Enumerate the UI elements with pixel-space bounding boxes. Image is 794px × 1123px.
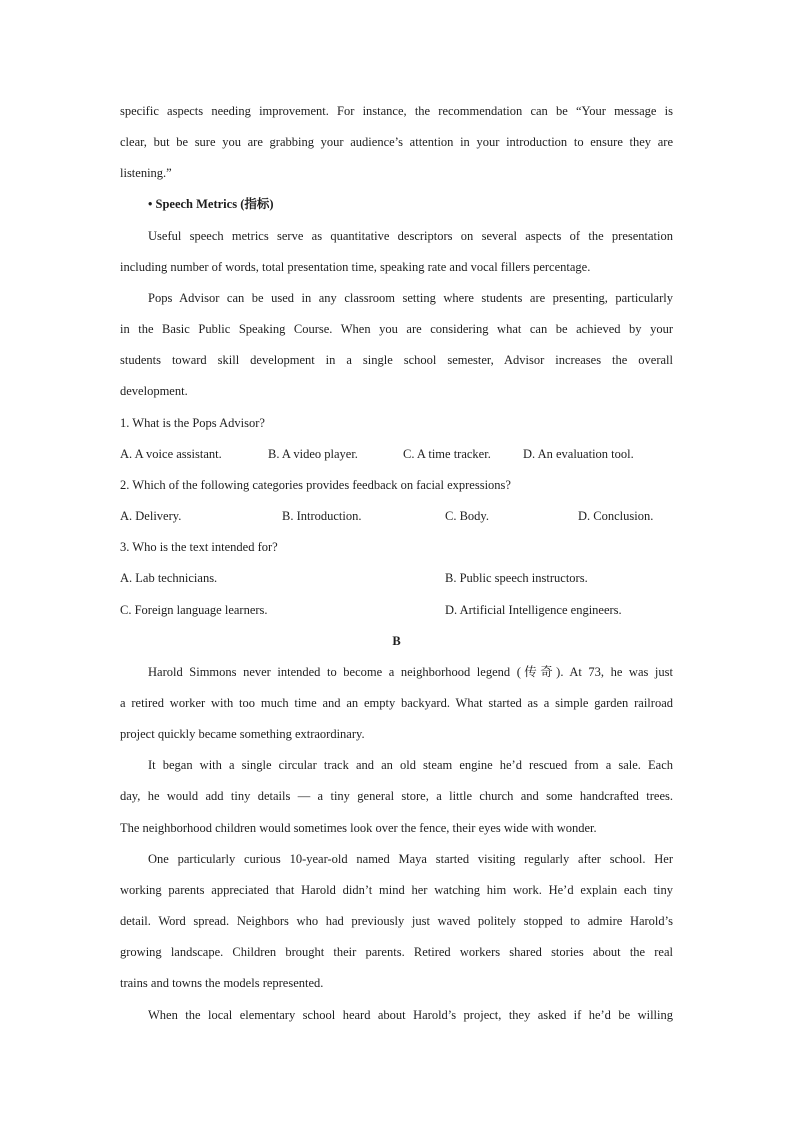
question-3 bbox=[120, 532, 673, 625]
question-1 bbox=[120, 408, 673, 470]
question-stem: 1. What is the Pops Advisor? bbox=[120, 415, 265, 430]
passage-line: growing landscape. Children brought their parents. Retired workers shared stories about the real bbox=[120, 945, 673, 960]
option-d: D. Conclusion. bbox=[578, 509, 654, 524]
passage-line: listening.” bbox=[120, 166, 172, 181]
options-row bbox=[120, 563, 673, 594]
passage-line: specific aspects needing improvement. For instance, the recommendation can be “Your message is bbox=[120, 104, 673, 118]
section-heading-speech-metrics: • Speech Metrics (指标) bbox=[148, 197, 274, 212]
option-c: C. Foreign language learners. bbox=[120, 602, 268, 617]
passage-line: students toward skill development in a single school semester, Advisor increases the overall bbox=[120, 353, 673, 368]
passage-line: When the local elementary school heard about Harold’s project, they asked if he’d be willing bbox=[148, 1007, 673, 1022]
passage-line: development. bbox=[120, 384, 188, 399]
option-b: B. Introduction. bbox=[282, 509, 362, 524]
option-a: A. A voice assistant. bbox=[120, 446, 222, 461]
passage-line: project quickly became something extraordinary. bbox=[120, 727, 365, 742]
passage-line: Useful speech metrics serve as quantitative descriptors on several aspects of the presentation bbox=[148, 228, 673, 243]
passage-line: a retired worker with too much time and an empty backyard. What started as a simple garden railroad bbox=[120, 695, 673, 710]
option-c: C. A time tracker. bbox=[403, 446, 491, 461]
question-stem: 3. Who is the text intended for? bbox=[120, 540, 278, 555]
option-a: A. Delivery. bbox=[120, 509, 182, 524]
passage-line: working parents appreciated that Harold didn’t mind her watching him work. He’d explain each tiny bbox=[120, 882, 673, 897]
options-row bbox=[120, 595, 673, 626]
option-d: D. Artificial Intelligence engineers. bbox=[445, 602, 622, 617]
passage-line: The neighborhood children would sometimes look over the fence, their eyes wide with wonder. bbox=[120, 820, 597, 835]
question-stem: 2. Which of the following categories provides feedback on facial expressions? bbox=[120, 477, 511, 492]
passage-line: clear, but be sure you are grabbing your audience’s attention in your introduction to ensure they are bbox=[120, 135, 673, 150]
passage-line: One particularly curious 10-year-old named Maya started visiting regularly after school. Her bbox=[148, 851, 673, 866]
passage-line: in the Basic Public Speaking Course. When you are considering what can be achieved by your bbox=[120, 322, 673, 337]
passage-label: B bbox=[392, 633, 401, 648]
exam-page bbox=[120, 96, 673, 1031]
passage-line: including number of words, total presentation time, speaking rate and vocal fillers percentage. bbox=[120, 259, 591, 274]
options-row bbox=[120, 501, 673, 532]
passage-line: Pops Advisor can be used in any classroom setting where students are presenting, particularly bbox=[148, 290, 673, 305]
paragraph-b2 bbox=[120, 750, 673, 843]
question-2 bbox=[120, 470, 673, 532]
passage-line: detail. Word spread. Neighbors who had previously just waved politely stopped to admire Harold’s bbox=[120, 914, 673, 929]
paragraph-speech-metrics bbox=[120, 221, 673, 283]
paragraph-pops-advisor bbox=[120, 283, 673, 408]
passage-line: day, he would add tiny details — a tiny general store, a little church and some handcrafted trees. bbox=[120, 789, 673, 804]
passage-line: trains and towns the models represented. bbox=[120, 976, 324, 991]
option-b: B. A video player. bbox=[268, 446, 358, 461]
option-d: D. An evaluation tool. bbox=[523, 446, 634, 461]
paragraph-b3 bbox=[120, 844, 673, 1000]
passage-line: Harold Simmons never intended to become a neighborhood legend (传奇). At 73, he was just bbox=[148, 664, 673, 679]
options-row bbox=[120, 439, 673, 470]
option-a: A. Lab technicians. bbox=[120, 571, 218, 586]
paragraph-b4 bbox=[120, 1000, 673, 1031]
passage-line: It began with a single circular track and an old steam engine he’d rescued from a sale. Each bbox=[148, 758, 673, 773]
option-b: B. Public speech instructors. bbox=[445, 571, 588, 586]
paragraph-b1 bbox=[120, 657, 673, 750]
option-c: C. Body. bbox=[445, 509, 489, 524]
paragraph-recommendation bbox=[120, 96, 673, 189]
